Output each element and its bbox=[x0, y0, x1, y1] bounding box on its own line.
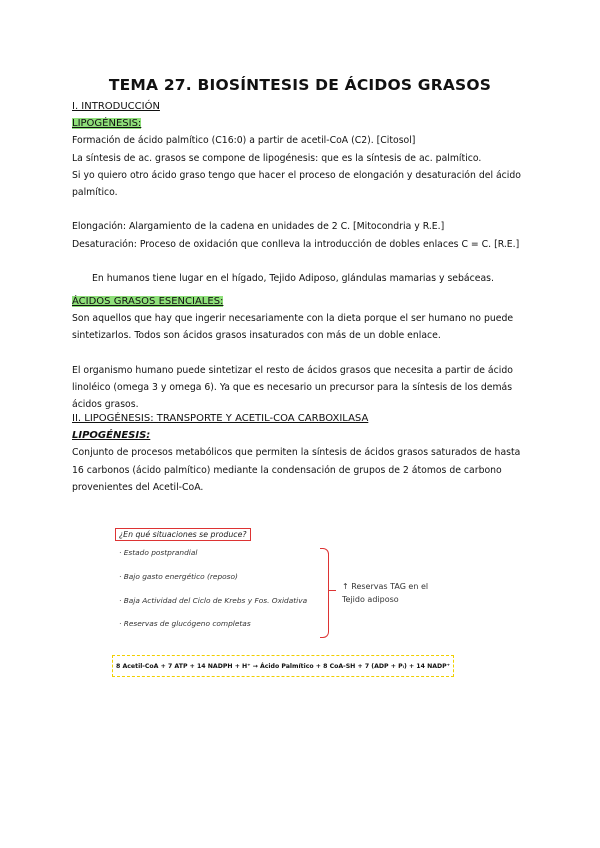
bracket-shape bbox=[320, 548, 329, 638]
intro-line: La síntesis de ac. grasos se compone de lipogénesis: que es la síntesis de ac. palmítico. bbox=[72, 152, 482, 164]
situation-item: · Reservas de glucógeno completas bbox=[119, 619, 251, 628]
section-intro bbox=[72, 98, 542, 287]
subheading-esenciales: ÁCIDOS GRASOS ESENCIALES: bbox=[72, 296, 224, 307]
esenciales-line: El organismo humano puede sintetizar el resto de ácidos grasos que necesita a partir de ácido bbox=[72, 364, 513, 376]
situation-item: · Estado postprandial bbox=[119, 548, 198, 557]
result-line: ↑ Reservas TAG en el bbox=[342, 582, 429, 591]
question-box: ¿En qué situaciones se produce? bbox=[115, 528, 251, 541]
section-esenciales bbox=[72, 293, 542, 413]
elongacion-text: Elongación: Alargamiento de la cadena en unidades de 2 C. [Mitocondria y R.E.] bbox=[72, 221, 445, 233]
lipogenesis-line: Conjunto de procesos metabólicos que permiten la síntesis de ácidos grasos saturados de hasta bbox=[72, 447, 521, 459]
section-lipogenesis bbox=[72, 410, 542, 496]
situation-item: · Bajo gasto energético (reposo) bbox=[119, 572, 238, 581]
esenciales-line: ácidos grasos. bbox=[72, 399, 139, 411]
desaturacion-text: Desaturación: Proceso de oxidación que conlleva la introducción de dobles enlaces C = C. [R.E.] bbox=[72, 238, 520, 250]
equation-text: 8 Acetil-CoA + 7 ATP + 14 NADPH + H⁺ → Ácido Palmítico + 8 CoA-SH + 7 (ADP + Pᵢ) + 14 NADP⁺ bbox=[116, 662, 450, 670]
subheading-lipogenesis: LIPOGÉNESIS: bbox=[72, 118, 142, 130]
intro-line: palmítico. bbox=[72, 187, 118, 199]
esenciales-line: sintetizarlos. Todos son ácidos grasos insaturados con más de un doble enlace. bbox=[72, 330, 441, 342]
situation-item: · Baja Actividad del Ciclo de Krebs y Fos. Oxidativa bbox=[119, 596, 308, 605]
result-line: Tejido adiposo bbox=[342, 595, 399, 604]
intro-line: Formación de ácido palmítico (C16:0) a partir de acetil-CoA (C2). [Citosol] bbox=[72, 135, 416, 147]
lipogenesis-line: provenientes del Acetil-CoA. bbox=[72, 481, 204, 493]
situations-figure bbox=[115, 528, 445, 638]
humanos-text: En humanos tiene lugar en el hígado, Tejido Adiposo, glándulas mamarias y sebáceas. bbox=[92, 273, 494, 285]
result-text bbox=[342, 580, 428, 606]
page-title: TEMA 27. BIOSÍNTESIS DE ÁCIDOS GRASOS bbox=[108, 76, 492, 94]
section-heading-lipogenesis: II. LIPOGÉNESIS: TRANSPORTE Y ACETIL-COA CARBOXILASA bbox=[72, 413, 369, 424]
bracket-tip bbox=[328, 590, 336, 591]
section-heading-intro: I. INTRODUCCIÓN bbox=[72, 101, 160, 112]
subheading-lipogenesis-2: LIPOGÉNESIS: bbox=[72, 430, 151, 442]
equation-box bbox=[112, 655, 454, 677]
lipogenesis-line: 16 carbonos (ácido palmítico) mediante la condensación de grupos de 2 átomos de carbono bbox=[72, 464, 502, 476]
intro-line: Si yo quiero otro ácido graso tengo que hacer el proceso de elongación y desaturación del ácido bbox=[72, 169, 521, 181]
esenciales-line: linoléico (omega 3 y omega 6). Ya que es necesario un precursor para la síntesis de los demás bbox=[72, 382, 513, 394]
esenciales-line: Son aquellos que hay que ingerir necesariamente con la dieta porque el ser humano no puede bbox=[72, 313, 514, 325]
